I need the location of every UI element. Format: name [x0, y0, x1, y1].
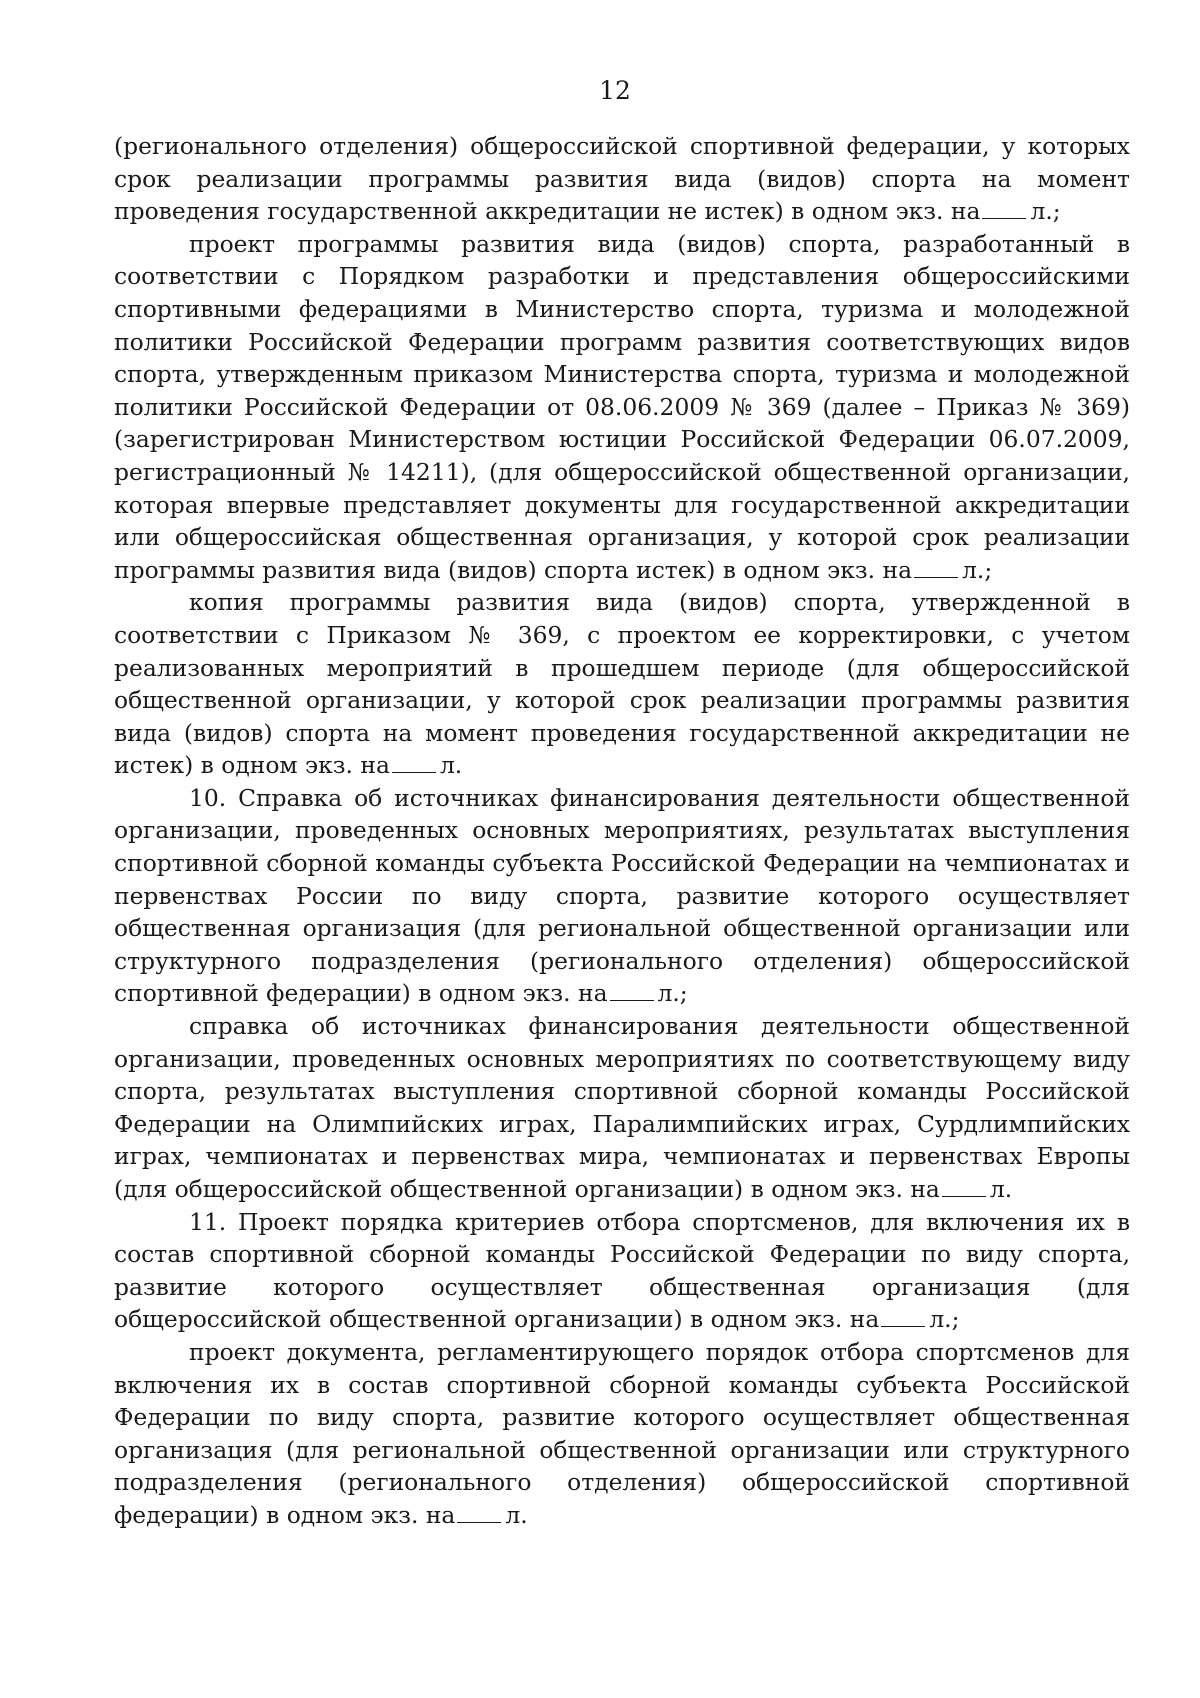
blank-field: [914, 576, 958, 578]
paragraph-text: 10. Справка об источниках финансирования деятельности общественной организации, проведенных основных мероприятиях, результатах выступления спортивной сборной команды субъекта Российской Федерации на чемпионатах и первенствах России по виду спорта, развитие которого осуществляет общественная организация (для региональной общественной организации или структурного подразделения (регионального отделения) общероссийской спортивной федерации) в одном экз. на: [114, 783, 1130, 1008]
page-number: 12: [599, 76, 631, 105]
paragraph-text: справка об источниках финансирования деятельности общественной организации, проведенных основных мероприятиях по соответствующему виду спорта, результатах выступления спортивной сборной команды Российской Федерации на Олимпийских играх, Паралимпийских играх, Сурдлимпийских играх, чемпионатах и первенствах мира, чемпионатах и первенствах Европы (для общероссийской общественной организации) в одном экз. на: [114, 1012, 1130, 1203]
blank-field: [881, 1325, 925, 1327]
blank-field: [942, 1195, 986, 1197]
paragraph-text: 11. Проект порядка критериев отбора спортсменов, для включения их в состав спортивной сборной команды Российской Федерации по виду спорта, развитие которого осуществляет общественная организация (для общероссийской общественной организации) в одном экз. на: [114, 1207, 1130, 1334]
paragraph-item-10: [114, 782, 1130, 1010]
paragraph-text: копия программы развития вида (видов) спорта, утвержденной в соответствии с Приказом № 369, с проектом ее корректировки, с учетом реализованных мероприятий в прошедшем периоде (для общероссийской общественной организации, у которой срок реализации программы развития вида (видов) спорта на момент проведения государственной аккредитации не истек) в одном экз. на: [114, 588, 1130, 780]
paragraph-suffix: л.;: [1030, 197, 1061, 226]
paragraph-suffix: л.: [989, 1175, 1013, 1203]
paragraph-text: (регионального отделения) общероссийской спортивной федерации, у которых срок реализации программы развития вида (видов) спорта на момент проведения государственной аккредитации не истек) в одном экз. на: [114, 132, 1130, 226]
blank-field: [982, 217, 1026, 219]
paragraph-continuation: [114, 130, 1130, 228]
paragraph-suffix: л.: [505, 1500, 528, 1529]
paragraph-suffix: л.;: [657, 979, 688, 1008]
paragraph-item-11: [114, 1206, 1130, 1336]
document-body: [114, 130, 1130, 1532]
blank-field: [610, 999, 654, 1001]
paragraph-suffix: л.;: [929, 1305, 960, 1334]
paragraph: [114, 228, 1130, 587]
blank-field: [457, 1521, 501, 1523]
paragraph-suffix: л.: [439, 751, 463, 780]
paragraph: [114, 1010, 1130, 1206]
paragraph: [114, 1336, 1130, 1532]
paragraph: [114, 586, 1130, 782]
paragraph-suffix: л.;: [962, 555, 993, 584]
paragraph-text: проект документа, регламентирующего порядок отбора спортсменов для включения их в состав спортивной сборной команды субъекта Российской Федерации по виду спорта, развитие которого осуществляет общественная организация (для региональной общественной организации или структурного подразделения (регионального отделения) общероссийской спортивной федерации) в одном экз. на: [114, 1337, 1130, 1529]
blank-field: [392, 771, 436, 773]
paragraph-text: проект программы развития вида (видов) спорта, разработанный в соответствии с Порядком разработки и представления общероссийскими спортивными федерациями в Министерство спорта, туризма и молодежной политики Российской Федерации программ развития соответствующих видов спорта, утвержденным приказом Министерства спорта, туризма и молодежной политики Российской Федерации от 08.06.2009 № 369 (далее – Приказ № 369) (зарегистрирован Министерством юстиции Российской Федерации 06.07.2009, регистрационный № 14211), (для общероссийской общественной организации, которая впервые представляет документы для государственной аккредитации или общероссийская общественная организация, у которой срок реализации программы развития вида (видов) спорта истек) в одном экз. на: [114, 229, 1130, 584]
